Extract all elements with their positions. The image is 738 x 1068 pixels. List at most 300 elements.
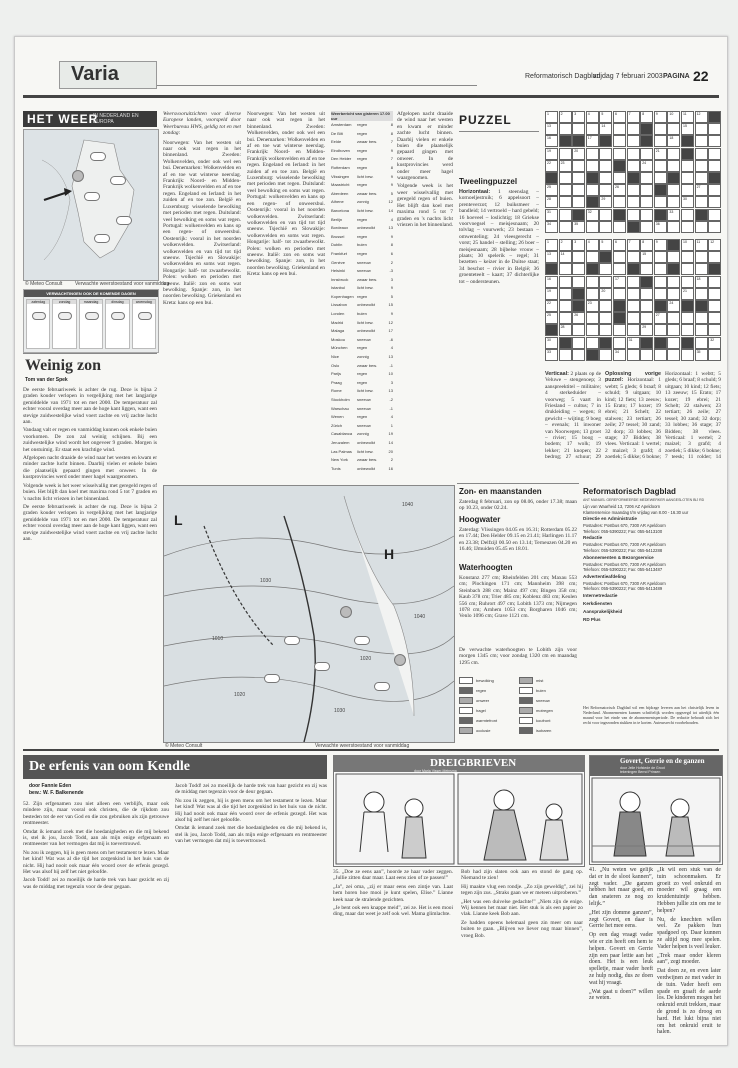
cloud-icon: [94, 234, 110, 243]
crossword-block: [572, 288, 585, 300]
crossword-cell[interactable]: [654, 123, 667, 135]
crossword-block: [681, 337, 694, 349]
crossword-cell[interactable]: [681, 324, 694, 336]
city-condition: regen: [357, 147, 368, 153]
crossword-cell[interactable]: [667, 288, 680, 300]
city-condition: zonnig: [357, 431, 369, 437]
crossword-cell[interactable]: [572, 123, 585, 135]
crossword-cell[interactable]: [559, 209, 572, 221]
crossword-cell[interactable]: [613, 263, 626, 275]
crossword-cell[interactable]: [667, 209, 680, 221]
crossword-cell[interactable]: [627, 349, 640, 361]
crossword-cell[interactable]: [695, 221, 708, 233]
comic-title: DREIGBRIEVEN: [430, 757, 517, 769]
city-temperature: 6: [390, 250, 393, 256]
crossword-cell[interactable]: [627, 300, 640, 312]
crossword-cell[interactable]: [681, 172, 694, 184]
crossword-cell[interactable]: [572, 239, 585, 251]
crossword-cell[interactable]: [640, 312, 653, 324]
crossword-cell[interactable]: [545, 337, 558, 349]
crossword-cell[interactable]: [613, 251, 626, 263]
crossword-cell[interactable]: [572, 148, 585, 160]
article-body-col1: [23, 387, 157, 739]
crossword-cell[interactable]: [708, 251, 721, 263]
crossword-cell[interactable]: [586, 337, 599, 349]
crossword-cell[interactable]: [640, 349, 653, 361]
crossword-cell[interactable]: [654, 312, 667, 324]
crossword-cell[interactable]: [695, 148, 708, 160]
crossword-cell[interactable]: [654, 239, 667, 251]
crossword-cell[interactable]: [599, 148, 612, 160]
crossword-cell[interactable]: [545, 276, 558, 288]
crossword-block: [667, 239, 680, 251]
crossword-cell[interactable]: [545, 288, 558, 300]
crossword-cell[interactable]: [708, 337, 721, 349]
crossword-cell[interactable]: [667, 123, 680, 135]
crossword-cell[interactable]: [559, 160, 572, 172]
crossword-cell[interactable]: [640, 288, 653, 300]
crossword-cell[interactable]: [599, 324, 612, 336]
crossword-cell[interactable]: [545, 111, 558, 123]
crossword-cell[interactable]: [545, 196, 558, 208]
crossword-cell[interactable]: [559, 324, 572, 336]
article-paragraph: De eerste februariweek is achter de rug. Deze is bijna 2 graden kouder verlopen in vergelijking met het langjarige gemiddelde van 1971 tot en met 2000. De temperatuur zal echter vooral overdag meer aan de hoge kant liggen, want een stevige zuidwestelijke wind voert zachte en vrij zachte lucht aan.: [23, 387, 157, 426]
crossword-cell[interactable]: [572, 251, 585, 263]
crossword-cell[interactable]: [559, 184, 572, 196]
crossword-cell[interactable]: [586, 288, 599, 300]
crossword-cell[interactable]: [708, 221, 721, 233]
city-temperature: 15: [388, 302, 393, 308]
crossword-cell[interactable]: [708, 148, 721, 160]
legend-swatch-icon: [459, 677, 473, 684]
serial-author: door Fannie Eden: [29, 783, 72, 789]
crossword-cell[interactable]: [695, 123, 708, 135]
puzzle-solution-col2: [665, 371, 721, 461]
crossword-cell[interactable]: [640, 209, 653, 221]
crossword-cell[interactable]: [586, 111, 599, 123]
crossword-cell[interactable]: [667, 276, 680, 288]
crossword-cell[interactable]: [654, 148, 667, 160]
crossword-cell[interactable]: [681, 251, 694, 263]
crossword-cell[interactable]: [708, 349, 721, 361]
crossword-block: [654, 184, 667, 196]
crossword-cell[interactable]: [640, 196, 653, 208]
crossword-cell[interactable]: [586, 148, 599, 160]
crossword-cell[interactable]: [613, 196, 626, 208]
crossword-cell[interactable]: [599, 276, 612, 288]
table-row: [331, 155, 393, 164]
crossword-cell[interactable]: [627, 288, 640, 300]
crossword-cell[interactable]: [708, 184, 721, 196]
crossword-block: [586, 349, 599, 361]
crossword-cell[interactable]: [681, 160, 694, 172]
crossword-cell[interactable]: [681, 196, 694, 208]
legend-label: koufront: [536, 718, 551, 723]
crossword-cell[interactable]: [559, 123, 572, 135]
crossword-cell[interactable]: [708, 239, 721, 251]
crossword-cell[interactable]: [572, 349, 585, 361]
crossword-cell[interactable]: [627, 111, 640, 123]
crossword-cell[interactable]: [627, 135, 640, 147]
crossword-cell[interactable]: [627, 160, 640, 172]
crossword-cell[interactable]: [627, 184, 640, 196]
crossword-cell[interactable]: [627, 123, 640, 135]
crossword-cell[interactable]: [613, 123, 626, 135]
crossword-cell[interactable]: [572, 337, 585, 349]
crossword-cell[interactable]: [559, 349, 572, 361]
crossword-cell[interactable]: [654, 288, 667, 300]
crossword-cell[interactable]: [599, 111, 612, 123]
legend-item: [459, 677, 494, 684]
cell-number: 27: [696, 185, 701, 190]
crossword-cell[interactable]: [681, 288, 694, 300]
city-name: Kopenhagen: [331, 293, 354, 299]
crossword-cell[interactable]: [654, 135, 667, 147]
crossword-cell[interactable]: [572, 263, 585, 275]
crossword-cell[interactable]: [599, 239, 612, 251]
crossword-cell[interactable]: [586, 123, 599, 135]
crossword-cell[interactable]: [613, 184, 626, 196]
crossword-cell[interactable]: [640, 184, 653, 196]
puzzle-clues-col2: [545, 371, 601, 461]
crossword-block: [640, 276, 653, 288]
crossword-cell[interactable]: [559, 239, 572, 251]
crossword-cell[interactable]: [654, 111, 667, 123]
crossword-cell[interactable]: [572, 111, 585, 123]
crossword-cell[interactable]: [667, 312, 680, 324]
crossword-cell[interactable]: [572, 324, 585, 336]
map-caption-right: Verwachte weerstoestand voor vanmiddag: [75, 281, 170, 287]
crossword-cell[interactable]: [681, 123, 694, 135]
crossword-cell[interactable]: [708, 123, 721, 135]
crossword-cell[interactable]: [695, 263, 708, 275]
crossword-cell[interactable]: [640, 251, 653, 263]
crossword-cell[interactable]: [708, 312, 721, 324]
serial-paragraph: Omdat ik iemand zoek met die hoedanigheden en die mij bekend is, stel ik jou, Jacob Todd, aan als mijn enige erfgenaam en rentmeester van het vermogen dat mij is toevertrouwd.: [23, 828, 169, 848]
crossword-cell[interactable]: [599, 312, 612, 324]
city-condition: onbewolkt: [357, 439, 376, 445]
crossword-cell[interactable]: [613, 135, 626, 147]
crossword-cell[interactable]: [559, 172, 572, 184]
cell-number: 4: [587, 112, 590, 116]
crossword-cell[interactable]: [545, 349, 558, 361]
crossword-cell[interactable]: [695, 337, 708, 349]
crossword-cell[interactable]: [545, 184, 558, 196]
crossword-cell[interactable]: [559, 263, 572, 275]
crossword-cell[interactable]: [667, 160, 680, 172]
crossword-cell[interactable]: [559, 148, 572, 160]
crossword-cell[interactable]: [708, 160, 721, 172]
crossword-cell[interactable]: [599, 221, 612, 233]
crossword-cell[interactable]: [627, 251, 640, 263]
cell-number: 5: [601, 112, 604, 116]
crossword-cell[interactable]: [654, 172, 667, 184]
crossword-cell[interactable]: [695, 251, 708, 263]
crossword-cell[interactable]: [640, 148, 653, 160]
crossword-cell[interactable]: [654, 221, 667, 233]
cell-number: 23: [560, 160, 565, 165]
crossword-cell[interactable]: [708, 300, 721, 312]
crossword-cell[interactable]: [695, 172, 708, 184]
crossword-cell[interactable]: [559, 276, 572, 288]
crossword-cell[interactable]: [586, 221, 599, 233]
crossword-cell[interactable]: [599, 196, 612, 208]
crossword-block: [572, 135, 585, 147]
crossword-cell[interactable]: [627, 337, 640, 349]
table-row: [331, 121, 393, 130]
crossword-cell[interactable]: [667, 196, 680, 208]
crossword-cell[interactable]: [667, 221, 680, 233]
crossword-cell[interactable]: [695, 324, 708, 336]
city-temperature: 4: [390, 345, 393, 351]
legend-item: [519, 727, 551, 734]
serial-paragraph: Jacob Todd! zei zo moeilijk de harde trek van haar gezicht en zij was de middag met tegenzin voor de deur gegaan.: [175, 783, 327, 796]
city-temperature: 14: [388, 439, 393, 445]
crossword-cell[interactable]: [599, 172, 612, 184]
crossword-cell[interactable]: [667, 184, 680, 196]
crossword-block: [627, 263, 640, 275]
crossword-cell[interactable]: [695, 111, 708, 123]
crossword-cell[interactable]: [627, 276, 640, 288]
crossword-cell[interactable]: [613, 239, 626, 251]
crossword-cell[interactable]: [559, 251, 572, 263]
legend-label: sneeuw: [536, 698, 550, 703]
cell-number: 2: [560, 112, 563, 116]
crossword-cell[interactable]: [681, 184, 694, 196]
crossword-cell[interactable]: [572, 172, 585, 184]
crossword-cell[interactable]: [545, 160, 558, 172]
puzzle-solution-col: [605, 371, 661, 461]
forecast-day: [52, 299, 76, 349]
crossword-cell[interactable]: [654, 160, 667, 172]
crossword-cell[interactable]: [654, 263, 667, 275]
crossword-cell[interactable]: [654, 251, 667, 263]
crossword-cell[interactable]: [681, 312, 694, 324]
crossword-cell[interactable]: [640, 239, 653, 251]
crossword-cell[interactable]: [586, 135, 599, 147]
crossword-cell[interactable]: [545, 209, 558, 221]
crossword-cell[interactable]: [613, 276, 626, 288]
crossword-block: [654, 209, 667, 221]
crossword-cell[interactable]: [654, 276, 667, 288]
crossword-cell[interactable]: [627, 324, 640, 336]
crossword-cell[interactable]: [708, 196, 721, 208]
city-condition: onbewolkt: [357, 465, 376, 471]
crossword-cell[interactable]: [586, 160, 599, 172]
countries-col-1: [163, 111, 241, 481]
crossword-cell[interactable]: [667, 300, 680, 312]
crossword-cell[interactable]: [559, 288, 572, 300]
city-condition: regen: [357, 164, 368, 170]
crossword-cell[interactable]: [708, 288, 721, 300]
cell-number: 8: [642, 112, 645, 116]
crossword-cell[interactable]: [613, 111, 626, 123]
crossword-cell[interactable]: [545, 251, 558, 263]
crossword-cell[interactable]: [613, 148, 626, 160]
cloud-icon: [84, 192, 100, 201]
city-temperature: 13: [388, 225, 393, 231]
crossword-cell[interactable]: [586, 324, 599, 336]
table-row: [331, 327, 393, 336]
crossword-cell[interactable]: [640, 300, 653, 312]
crossword-cell[interactable]: [599, 123, 612, 135]
table-row: [331, 456, 393, 465]
colophon-line: Telefoon: 055-5390222; Fax: 055-5413489: [583, 586, 663, 592]
article-rule: [23, 353, 157, 354]
crossword-cell[interactable]: [613, 337, 626, 349]
article-headline: Weinig zon: [25, 357, 102, 374]
crossword-cell[interactable]: [545, 300, 558, 312]
city-name: Aberdeen: [331, 190, 349, 196]
crossword-cell[interactable]: [640, 111, 653, 123]
crossword-cell[interactable]: [627, 209, 640, 221]
crossword-cell[interactable]: [545, 221, 558, 233]
crossword-cell[interactable]: [572, 196, 585, 208]
crossword-cell[interactable]: [681, 221, 694, 233]
crossword-cell[interactable]: [708, 324, 721, 336]
crossword-cell[interactable]: [695, 160, 708, 172]
crossword-cell[interactable]: [681, 111, 694, 123]
crossword-cell[interactable]: [559, 300, 572, 312]
countries-text: Noorwegen: Van het westen uit naar ook wat regen in het binnenland. Zweden: Wolkenvelden, onder ook wel een bui. Denemarken: Wolkenvelden en af en toe wat winterse neerslag. Frankrijk: Noord- en Midden-Frankrijk wolkenvelden en af en toe regen. Engeland en Ierland: in het zuiden af en toe zon. België en Luxemburg: wisselende bewolking met perioden met regen. Duitsland: veel bewolking en soms wat regen. Portugal: wolkenvelden en kans op een regen- of onweersbui. Oostenrijk: vooral in het noorden wolkenvelden. Zwitserland: wolkenvelden en van tijd tot tijd sneeuw. Tsjechië en Slowakije: wolkenvelden en soms wat regen. Hongarije: half- tot zwaarbewolkt. Polen: wolken en perioden met sneeuw. Italië: zon en soms wat bewolking. Spanje: zon, in het noorden bewolking. Griekenland en Kreta: kans op een bui.: [163, 139, 241, 306]
crossword-cell[interactable]: [559, 111, 572, 123]
crossword-cell[interactable]: [640, 160, 653, 172]
crossword-cell[interactable]: [667, 349, 680, 361]
crossword-cell[interactable]: [559, 312, 572, 324]
crossword-cell[interactable]: [654, 349, 667, 361]
table-row: [331, 422, 393, 431]
cell-number: 20: [601, 288, 606, 293]
crossword-cell[interactable]: [627, 239, 640, 251]
crossword-cell[interactable]: [681, 263, 694, 275]
crossword-cell[interactable]: [627, 148, 640, 160]
crossword-cell[interactable]: [708, 276, 721, 288]
crossword-cell[interactable]: [695, 276, 708, 288]
crossword-cell[interactable]: [695, 239, 708, 251]
forecast-days: [24, 297, 158, 351]
cell-number: 21: [655, 148, 660, 153]
crossword-cell[interactable]: [640, 263, 653, 275]
crossword-cell[interactable]: [545, 239, 558, 251]
city-name: Helsinki: [331, 268, 346, 274]
crossword-cell[interactable]: [681, 209, 694, 221]
crossword-cell[interactable]: [586, 251, 599, 263]
crossword-cell[interactable]: [681, 276, 694, 288]
crossword-block: [613, 312, 626, 324]
crossword-cell[interactable]: [586, 209, 599, 221]
crossword-cell[interactable]: [667, 324, 680, 336]
cell-number: 13: [547, 124, 551, 129]
crossword-cell[interactable]: [681, 349, 694, 361]
crossword-cell[interactable]: [627, 196, 640, 208]
sunmoon-text: Zaterdag 8 februari, zon op 08.06, onder 17.38; maan op 10.23, onder 02.24.: [459, 499, 577, 512]
crossword-cell[interactable]: [667, 337, 680, 349]
cloud-icon: [138, 312, 152, 320]
serial-col-1: [23, 801, 169, 1037]
table-row: [331, 233, 393, 242]
isobar-label: 1030: [260, 578, 272, 584]
crossword-cell[interactable]: [572, 221, 585, 233]
crossword-cell[interactable]: [640, 221, 653, 233]
colophon-line: Postadres: Postbus 670, 7300 AR Apeldoorn: [583, 542, 666, 548]
crossword-cell[interactable]: [627, 312, 640, 324]
crossword-cell[interactable]: [545, 148, 558, 160]
crossword-cell[interactable]: [559, 196, 572, 208]
city-name: Barcelona: [331, 207, 350, 213]
crossword-cell[interactable]: [586, 300, 599, 312]
crossword-block: [545, 263, 558, 275]
crossword-cell[interactable]: [708, 135, 721, 147]
crossword-cell[interactable]: [586, 184, 599, 196]
crossword-cell[interactable]: [667, 111, 680, 123]
crossword-cell[interactable]: [613, 288, 626, 300]
crossword-cell[interactable]: [695, 312, 708, 324]
colophon-line: Lijn van Waarheid 13, 7206 AZ Apeldoorn: [583, 504, 661, 509]
gevert-paragraph: Dat doen ze, en even later verdwijnen ze met vader in de tuin. Vader heeft een spade en graaft de aarde los. De kinderen mogen het onkruid eruit trekken, maar de grond is zo droog en hard. Het lukt bijna niet om het onkruid eruit te halen.: [657, 968, 721, 1036]
forecast-box: [23, 289, 159, 353]
crossword-cell[interactable]: [599, 209, 612, 221]
low-pressure-label: L: [174, 512, 183, 528]
crossword-cell[interactable]: [667, 135, 680, 147]
legend-swatch-icon: [459, 707, 473, 714]
city-temperature: 9: [390, 285, 393, 291]
crossword-cell[interactable]: [613, 324, 626, 336]
crossword-cell[interactable]: [613, 221, 626, 233]
crossword-cell[interactable]: [599, 300, 612, 312]
crossword-cell[interactable]: [640, 172, 653, 184]
crossword-cell[interactable]: [613, 349, 626, 361]
crossword-cell[interactable]: [572, 276, 585, 288]
crossword-block: [586, 172, 599, 184]
crossword-cell[interactable]: [695, 184, 708, 196]
crossword-cell[interactable]: [708, 209, 721, 221]
crossword-cell[interactable]: [599, 263, 612, 275]
crossword-cell[interactable]: [695, 349, 708, 361]
crossword-cell[interactable]: [654, 324, 667, 336]
crossword-cell[interactable]: [572, 312, 585, 324]
crossword-cell[interactable]: [599, 160, 612, 172]
cell-number: 29: [601, 197, 606, 202]
crossword-cell[interactable]: [586, 312, 599, 324]
crossword-cell[interactable]: [586, 276, 599, 288]
crossword-cell[interactable]: [681, 239, 694, 251]
crossword-cell[interactable]: [599, 288, 612, 300]
city-name: Rome: [331, 388, 342, 394]
crossword-cell[interactable]: [654, 196, 667, 208]
legend-item: [459, 727, 490, 734]
city-temperature: -6: [389, 336, 393, 342]
crossword-cell[interactable]: [545, 123, 558, 135]
cell-number: 3: [574, 112, 577, 116]
crossword-cell[interactable]: [572, 184, 585, 196]
crossword-cell[interactable]: [667, 251, 680, 263]
crossword-cell[interactable]: [667, 148, 680, 160]
crossword-cell[interactable]: [599, 349, 612, 361]
crossword-cell[interactable]: [545, 312, 558, 324]
city-temperature: 9: [390, 173, 393, 179]
crossword-cell[interactable]: [586, 239, 599, 251]
crossword-cell[interactable]: [695, 196, 708, 208]
crossword-cell[interactable]: [695, 135, 708, 147]
crossword-cell[interactable]: [695, 288, 708, 300]
crossword-cell[interactable]: [640, 324, 653, 336]
crossword-cell[interactable]: [572, 160, 585, 172]
crossword-cell[interactable]: [613, 172, 626, 184]
crossword-cell[interactable]: [559, 221, 572, 233]
crossword-cell[interactable]: [599, 184, 612, 196]
city-temperature: 19: [388, 431, 393, 437]
crossword-cell[interactable]: [545, 135, 558, 147]
